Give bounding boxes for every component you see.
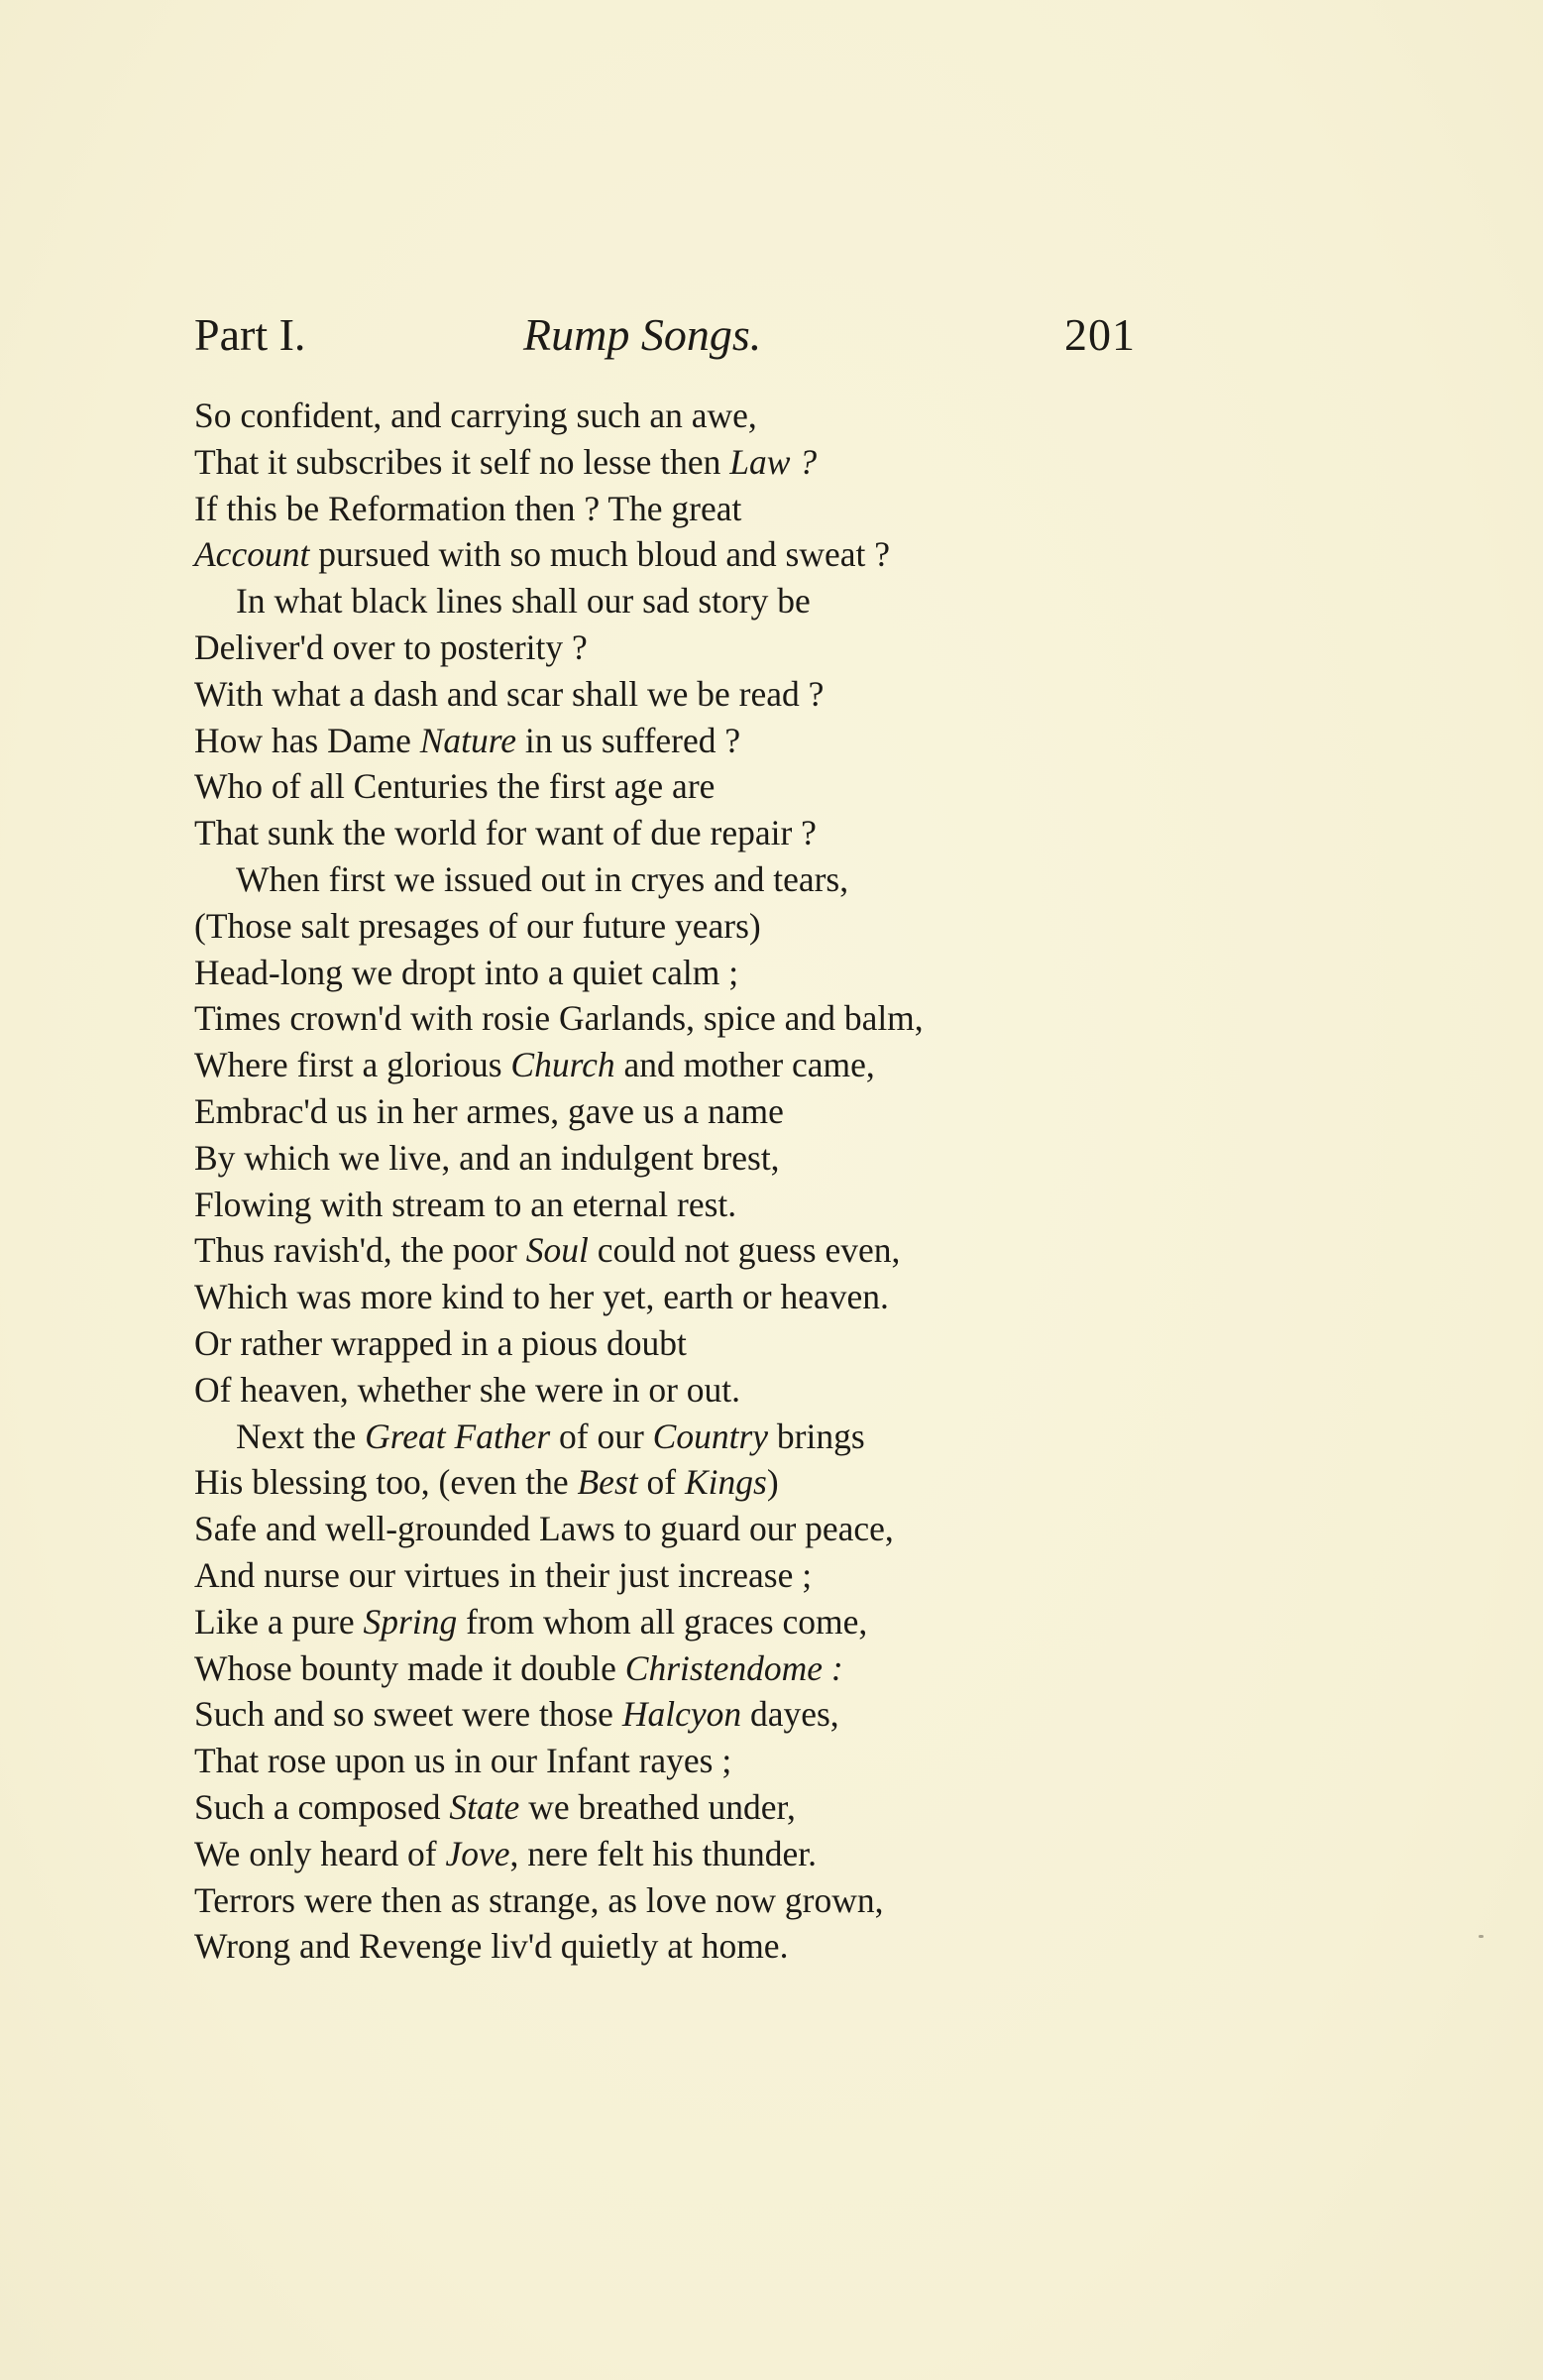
text-segment: Head-long we dropt into a quiet calm ; xyxy=(194,952,739,992)
text-segment: of xyxy=(637,1462,685,1503)
italic-segment: Halcyon xyxy=(621,1694,742,1735)
text-segment: When first we issued out in cryes and tears, xyxy=(236,858,849,899)
text-segment: Flowing with stream to an eternal rest. xyxy=(194,1184,737,1224)
poem-line xyxy=(194,624,1185,671)
poem-line xyxy=(194,903,1185,950)
poem-line xyxy=(194,1599,1185,1645)
text-segment: That it subscribes it self no lesse then xyxy=(194,441,730,482)
text-segment: (Those salt presages of our future years) xyxy=(194,905,761,946)
poem-line xyxy=(194,1182,1185,1228)
running-title: Rump Songs. xyxy=(523,309,762,360)
poem-line xyxy=(194,995,1185,1042)
text-segment: Such and so sweet were those xyxy=(194,1694,622,1735)
text-segment: Of heaven, whether she were in or out. xyxy=(194,1369,741,1410)
text-segment: Who of all Centuries the first age are xyxy=(194,766,716,807)
poem-line xyxy=(194,1552,1185,1599)
text-segment: Next the xyxy=(236,1416,366,1456)
poem-line xyxy=(194,1042,1185,1088)
poem-line xyxy=(194,1645,1185,1692)
text-segment: and mother came, xyxy=(614,1045,875,1085)
poem-line xyxy=(194,671,1185,718)
italic-segment: Account xyxy=(194,534,310,575)
italic-segment: Best xyxy=(577,1462,638,1503)
poem-line xyxy=(194,950,1185,996)
poem-line xyxy=(194,1506,1185,1552)
poem-line xyxy=(194,763,1185,810)
italic-segment: Christendome : xyxy=(624,1647,843,1688)
italic-segment: Great Father xyxy=(365,1416,551,1456)
text-segment: In what black lines shall our sad story be xyxy=(236,581,811,622)
poem-line xyxy=(194,1831,1185,1877)
text-segment: Embrac'd us in her armes, gave us a name xyxy=(194,1090,784,1131)
text-segment: brings xyxy=(768,1416,865,1456)
poem-line xyxy=(194,1459,1185,1506)
poem-line xyxy=(194,393,1185,439)
poem-line xyxy=(194,1088,1185,1135)
poem-line xyxy=(194,856,1185,903)
poem-line xyxy=(194,810,1185,856)
italic-segment: Jove xyxy=(445,1833,510,1873)
poem-line xyxy=(194,1367,1185,1414)
text-segment: in us suffered ? xyxy=(516,720,741,760)
italic-segment: Spring xyxy=(363,1601,458,1642)
text-segment: ) xyxy=(766,1462,779,1503)
text-segment: Such a composed xyxy=(194,1786,450,1827)
text-segment: That sunk the world for want of due repair ? xyxy=(194,813,817,853)
text-segment: of our xyxy=(550,1416,653,1456)
text-segment: That rose upon us in our Infant rayes ; xyxy=(194,1741,732,1781)
text-segment: pursued with so much bloud and sweat ? xyxy=(309,534,890,575)
text-segment: Wrong and Revenge liv'd quietly at home. xyxy=(194,1926,789,1967)
poem-line xyxy=(194,1135,1185,1182)
text-segment: Thus ravish'd, the poor xyxy=(194,1230,526,1271)
text-segment: His blessing too, (even the xyxy=(194,1462,578,1503)
text-segment: If this be Reformation then ? The great xyxy=(194,488,742,528)
text-segment: With what a dash and scar shall we be read ? xyxy=(194,673,825,714)
text-segment: And nurse our virtues in their just increase ; xyxy=(194,1554,813,1595)
text-segment: Terrors were then as strange, as love now grown, xyxy=(194,1879,884,1920)
italic-segment: Country xyxy=(652,1416,769,1456)
text-segment: Like a pure xyxy=(194,1601,364,1642)
poem-line xyxy=(194,531,1185,578)
poem-line xyxy=(194,1227,1185,1274)
page-number: 201 xyxy=(1064,309,1136,360)
paper-speck xyxy=(1479,1935,1484,1938)
poem-line xyxy=(194,718,1185,764)
running-header xyxy=(194,305,1136,365)
text-segment: could not guess even, xyxy=(588,1230,901,1271)
text-segment: , nere felt his thunder. xyxy=(509,1833,818,1873)
poem-line xyxy=(194,1691,1185,1738)
italic-segment: Church xyxy=(510,1045,615,1085)
poem-line xyxy=(194,1738,1185,1784)
poem-line xyxy=(194,1784,1185,1831)
italic-segment: Law ? xyxy=(729,441,818,482)
italic-segment: State xyxy=(449,1786,520,1827)
text-segment: So confident, and carrying such an awe, xyxy=(194,396,757,435)
poem-line xyxy=(194,486,1185,532)
poem-line xyxy=(194,578,1185,624)
text-segment: How has Dame xyxy=(194,720,420,760)
text-segment: Times crown'd with rosie Garlands, spice and balm, xyxy=(194,998,924,1039)
poem-line xyxy=(194,1877,1185,1924)
text-segment: Which was more kind to her yet, earth or heaven. xyxy=(194,1277,889,1317)
poem-line xyxy=(194,1320,1185,1367)
text-segment: By which we live, and an indulgent brest, xyxy=(194,1137,780,1178)
text-segment: from whom all graces come, xyxy=(457,1601,868,1642)
italic-segment: Soul xyxy=(525,1230,589,1271)
text-segment: we breathed under, xyxy=(519,1786,796,1827)
poem-line xyxy=(194,1414,1185,1460)
text-segment: Whose bounty made it double xyxy=(194,1647,625,1688)
text-segment: dayes, xyxy=(741,1694,839,1735)
italic-segment: Nature xyxy=(419,720,517,760)
text-segment: We only heard of xyxy=(194,1833,446,1873)
poem-line xyxy=(194,1274,1185,1320)
text-segment: Where first a glorious xyxy=(194,1045,511,1085)
poem-line xyxy=(194,439,1185,486)
part-label: Part I. xyxy=(194,309,306,360)
text-segment: Deliver'd over to posterity ? xyxy=(194,626,588,667)
poem-body xyxy=(194,393,1185,1970)
text-segment: Or rather wrapped in a pious doubt xyxy=(194,1322,687,1363)
italic-segment: Kings xyxy=(684,1462,767,1503)
text-segment: Safe and well-grounded Laws to guard our peace, xyxy=(194,1509,894,1549)
poem-line xyxy=(194,1923,1185,1970)
